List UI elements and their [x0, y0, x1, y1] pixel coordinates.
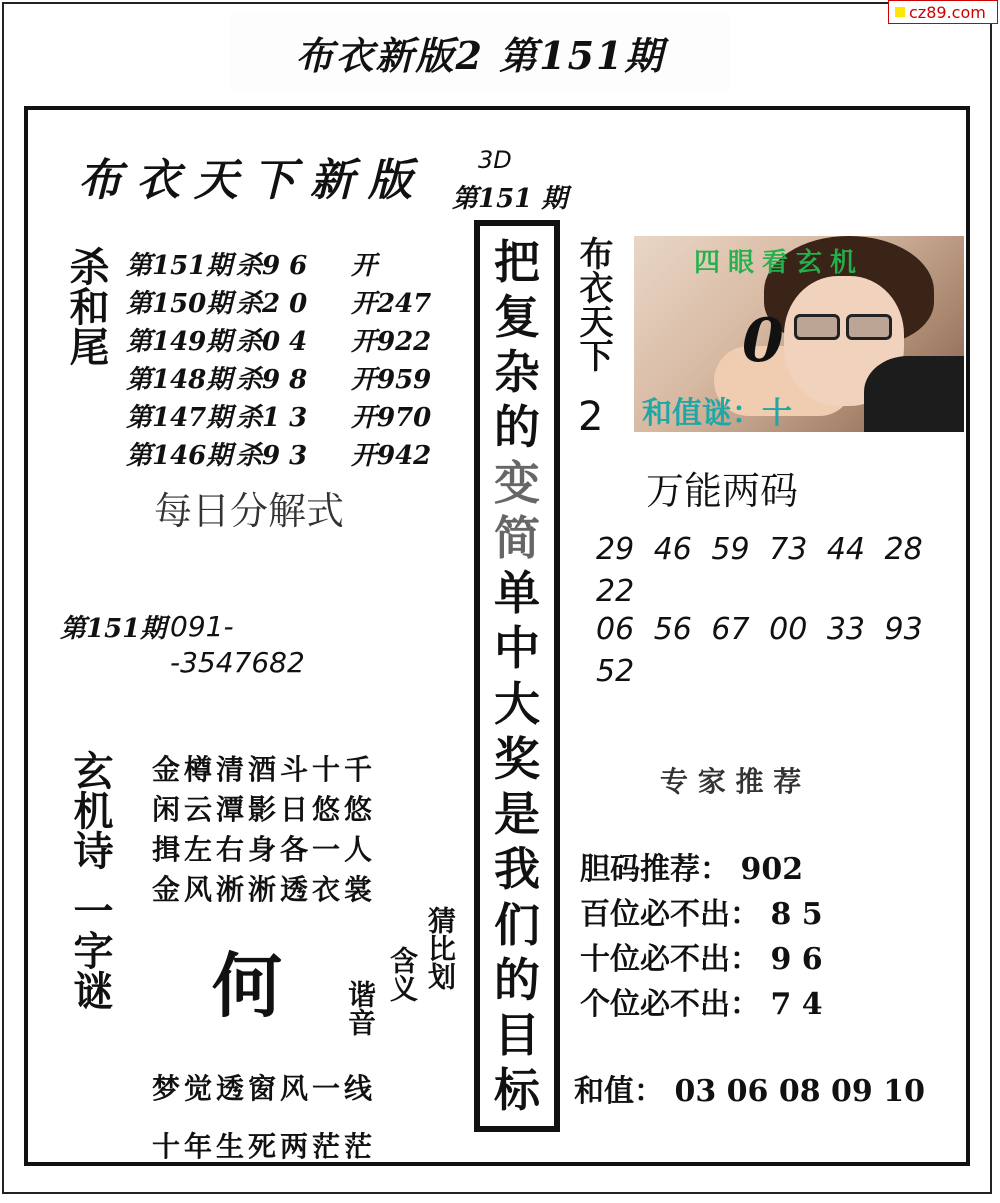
kill-row: 第146期 杀9 3 开942	[126, 440, 432, 471]
header-3d: 3D	[478, 146, 512, 174]
left-header: 布衣天下新版	[78, 155, 426, 206]
right-brand-number: 2	[578, 394, 604, 440]
photo-digit: 0	[742, 306, 784, 376]
badge-text: cz89.com	[909, 2, 986, 22]
photo-caption: 四眼看玄机	[694, 248, 865, 278]
daily-line2: -3547682	[170, 646, 305, 679]
kill-label: 杀和尾	[63, 246, 110, 366]
kill-row: 第150期 杀2 0 开247	[126, 288, 432, 319]
slogan-box	[474, 220, 560, 1132]
kill-table	[126, 244, 441, 472]
slogan-char: 我	[494, 842, 540, 897]
slogan-char: 变	[494, 455, 540, 510]
slogan-char: 大	[494, 676, 540, 731]
slogan-char: 复	[494, 289, 540, 344]
photo-footer: 和值谜：十	[642, 396, 792, 431]
kill-row: 第151期 杀9 6 开	[126, 250, 378, 281]
hint-b: 含义	[386, 946, 419, 1002]
kill-row: 第147期 杀1 3 开970	[126, 402, 432, 433]
badge-square-icon	[895, 7, 905, 17]
dan-row: 胆码推荐： 902	[580, 852, 804, 887]
daily-title: 每日分解式	[154, 489, 345, 533]
slogan-char: 中	[494, 621, 540, 676]
right-brand: 布衣天下	[573, 236, 613, 372]
shi-row: 十位必不出： 9 6	[580, 942, 823, 977]
expert-block	[580, 844, 823, 1024]
ge-row: 个位必不出： 7 4	[580, 987, 823, 1022]
hint-a: 猜比划	[424, 906, 457, 990]
pairs-row: 06 56 67 00 33 93	[596, 612, 923, 647]
main-frame	[24, 106, 970, 1166]
riddle-label: 一字谜	[67, 890, 114, 1010]
bottom-poem	[152, 1060, 376, 1176]
pairs-block	[596, 532, 923, 692]
bottom-line: 十年生死两茫茫	[152, 1130, 377, 1163]
site-badge[interactable]	[888, 0, 998, 24]
poem-label: 玄机诗	[67, 750, 114, 870]
slogan-char: 是	[494, 787, 540, 842]
pairs-row: 52	[596, 654, 635, 689]
wanneng-title: 万能两码	[646, 469, 799, 513]
expert-title: 专 家 推 荐	[660, 765, 802, 798]
slogan-char: 单	[494, 566, 540, 621]
slogan-char: 目	[494, 1008, 540, 1063]
glasses-icon	[794, 314, 840, 340]
poem-line: 揖左右身各一人	[152, 833, 377, 866]
poem-line: 闲云潭影日悠悠	[152, 793, 377, 826]
slogan-char: 把	[494, 234, 540, 289]
glasses-icon	[846, 314, 892, 340]
slogan-char: 奖	[494, 731, 540, 786]
kill-row: 第148期 杀9 8 开959	[126, 364, 432, 395]
hint-c: 谐音	[344, 980, 377, 1036]
photo-shoulder	[864, 356, 964, 432]
kill-row: 第149期 杀0 4 开922	[126, 326, 432, 357]
pairs-row: 22	[596, 574, 635, 609]
portrait-photo	[634, 236, 964, 432]
poem-line: 金樽清酒斗十千	[152, 753, 377, 786]
bottom-line: 梦觉透窗风一线	[152, 1072, 377, 1105]
slogan-char: 的	[494, 952, 540, 1007]
slogan-char: 简	[494, 510, 540, 565]
daily-line1: 091-	[170, 610, 234, 643]
slogan-char: 标	[494, 1063, 540, 1118]
page-title: 布衣新版2 第151期	[230, 12, 730, 92]
pairs-row: 29 46 59 73 44 28	[596, 532, 923, 567]
bai-row: 百位必不出： 8 5	[580, 897, 823, 932]
sum-row: 和值： 03 06 08 09 10	[574, 1074, 925, 1109]
header-issue: 第151 期	[452, 184, 568, 214]
slogan-char: 杂	[494, 345, 540, 400]
slogan-char: 的	[494, 400, 540, 455]
slogan-char: 们	[494, 897, 540, 952]
poem-line: 金风淅淅透衣裳	[152, 873, 377, 906]
riddle-char: 何	[212, 944, 282, 1027]
daily-issue: 第151期	[60, 614, 167, 644]
poem-block	[152, 750, 376, 910]
